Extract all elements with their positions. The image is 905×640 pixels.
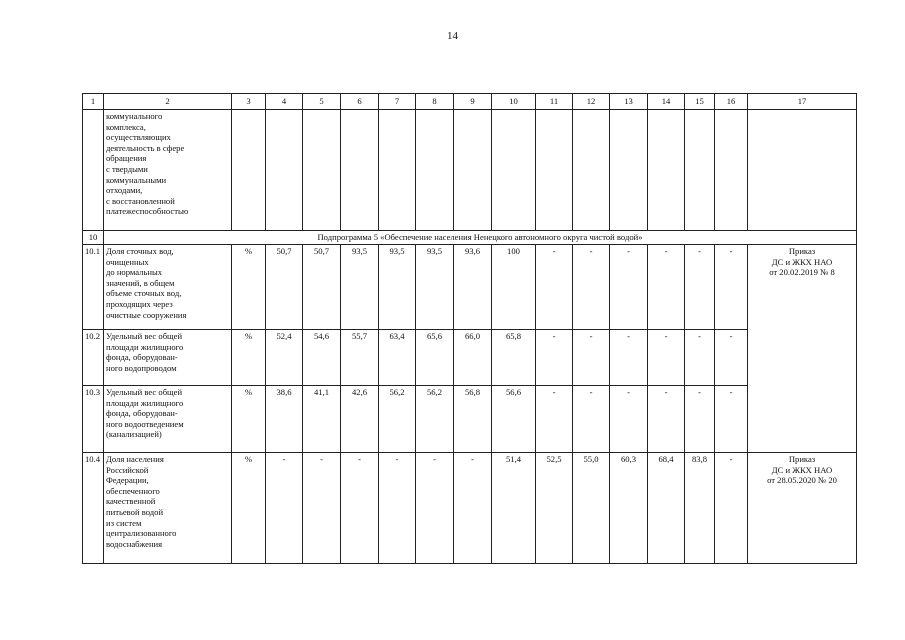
value-cell: - xyxy=(454,453,492,564)
table-row xyxy=(83,330,857,386)
value-cell: 55,7 xyxy=(341,330,379,386)
continuation-row xyxy=(83,110,857,231)
value-cell: 65,6 xyxy=(416,330,454,386)
column-header: 3 xyxy=(232,94,266,110)
indicator-name: Доля сточных вод, очищенных до нормальных значений, в общем объеме сточных вод, проходящих через очистные сооружения xyxy=(104,245,232,330)
value-cell: - xyxy=(379,453,416,564)
column-header: 17 xyxy=(748,94,857,110)
indicator-name: коммунального комплекса, осуществляющих деятельность в сфере обращения с твердыми коммунальными отходами, с восстановленной платежеспособностью xyxy=(104,110,232,231)
column-header: 2 xyxy=(104,94,232,110)
subprogram-number: 10 xyxy=(83,231,104,245)
table-row xyxy=(83,245,857,330)
value-cell: 93,5 xyxy=(416,245,454,330)
value-cell: - xyxy=(341,453,379,564)
value-cell: 42,6 xyxy=(341,386,379,453)
subprogram-row xyxy=(83,231,857,245)
value-cell: 83,8 xyxy=(685,453,715,564)
value-cell: - xyxy=(266,453,303,564)
column-header: 16 xyxy=(715,94,748,110)
value-cell: 51,4 xyxy=(492,453,536,564)
column-header: 8 xyxy=(416,94,454,110)
column-header: 12 xyxy=(573,94,610,110)
value-cell: - xyxy=(416,453,454,564)
value-cell: 38,6 xyxy=(266,386,303,453)
indicators-table xyxy=(82,93,857,564)
unit-cell: % xyxy=(232,453,266,564)
value-cell: 68,4 xyxy=(648,453,685,564)
value-cell: 56,2 xyxy=(379,386,416,453)
value-cell: 93,5 xyxy=(379,245,416,330)
legal-document-cell: Приказ ДС и ЖКХ НАО от 20.02.2019 № 8 xyxy=(748,245,857,453)
column-header: 14 xyxy=(648,94,685,110)
subprogram-title: Подпрограмма 5 «Обеспечение населения Ненецкого автономного округа чистой водой» xyxy=(104,231,857,245)
unit-cell: % xyxy=(232,386,266,453)
value-cell: - xyxy=(573,245,610,330)
value-cell: 56,2 xyxy=(416,386,454,453)
column-header: 4 xyxy=(266,94,303,110)
value-cell: 65,8 xyxy=(492,330,536,386)
value-cell: - xyxy=(610,330,648,386)
value-cell: - xyxy=(536,386,573,453)
row-number: 10.1 xyxy=(83,245,104,330)
value-cell: 93,5 xyxy=(341,245,379,330)
table-row xyxy=(83,386,857,453)
value-cell: 52,4 xyxy=(266,330,303,386)
value-cell: - xyxy=(685,330,715,386)
indicator-name: Удельный вес общей площади жилищного фонда, оборудован- ного водоотведением (канализацией) xyxy=(104,386,232,453)
value-cell: - xyxy=(573,330,610,386)
value-cell: - xyxy=(610,245,648,330)
value-cell: 54,6 xyxy=(303,330,341,386)
indicator-name: Удельный вес общей площади жилищного фонда, оборудован- ного водопроводом xyxy=(104,330,232,386)
value-cell: - xyxy=(715,386,748,453)
row-number: 10.4 xyxy=(83,453,104,564)
column-header: 9 xyxy=(454,94,492,110)
value-cell: - xyxy=(573,386,610,453)
page-number: 14 xyxy=(447,30,458,42)
value-cell: 52,5 xyxy=(536,453,573,564)
column-header: 5 xyxy=(303,94,341,110)
row-number: 10.3 xyxy=(83,386,104,453)
value-cell: 63,4 xyxy=(379,330,416,386)
column-header: 15 xyxy=(685,94,715,110)
column-header: 13 xyxy=(610,94,648,110)
value-cell: 93,6 xyxy=(454,245,492,330)
column-header: 7 xyxy=(379,94,416,110)
value-cell: - xyxy=(685,386,715,453)
value-cell: - xyxy=(648,245,685,330)
indicator-name: Доля населения Российской Федерации, обеспеченного качественной питьевой водой из систем централизованного водоснабжения xyxy=(104,453,232,564)
column-header: 1 xyxy=(83,94,104,110)
value-cell: 50,7 xyxy=(266,245,303,330)
unit-cell: % xyxy=(232,245,266,330)
value-cell: - xyxy=(648,330,685,386)
column-header: 11 xyxy=(536,94,573,110)
value-cell: - xyxy=(715,453,748,564)
column-header: 6 xyxy=(341,94,379,110)
value-cell: 100 xyxy=(492,245,536,330)
value-cell: 56,8 xyxy=(454,386,492,453)
table-row xyxy=(83,453,857,564)
value-cell: 56,6 xyxy=(492,386,536,453)
value-cell: - xyxy=(610,386,648,453)
value-cell: 60,3 xyxy=(610,453,648,564)
value-cell: - xyxy=(715,330,748,386)
value-cell: - xyxy=(685,245,715,330)
column-header: 10 xyxy=(492,94,536,110)
value-cell: 66,0 xyxy=(454,330,492,386)
unit-cell: % xyxy=(232,330,266,386)
value-cell: - xyxy=(303,453,341,564)
value-cell: 55,0 xyxy=(573,453,610,564)
value-cell: - xyxy=(536,330,573,386)
header-row xyxy=(83,94,857,110)
value-cell: 50,7 xyxy=(303,245,341,330)
value-cell: - xyxy=(648,386,685,453)
legal-document-cell: Приказ ДС и ЖКХ НАО от 28.05.2020 № 20 xyxy=(748,453,857,564)
value-cell: - xyxy=(536,245,573,330)
value-cell: 41,1 xyxy=(303,386,341,453)
value-cell: - xyxy=(715,245,748,330)
row-number: 10.2 xyxy=(83,330,104,386)
